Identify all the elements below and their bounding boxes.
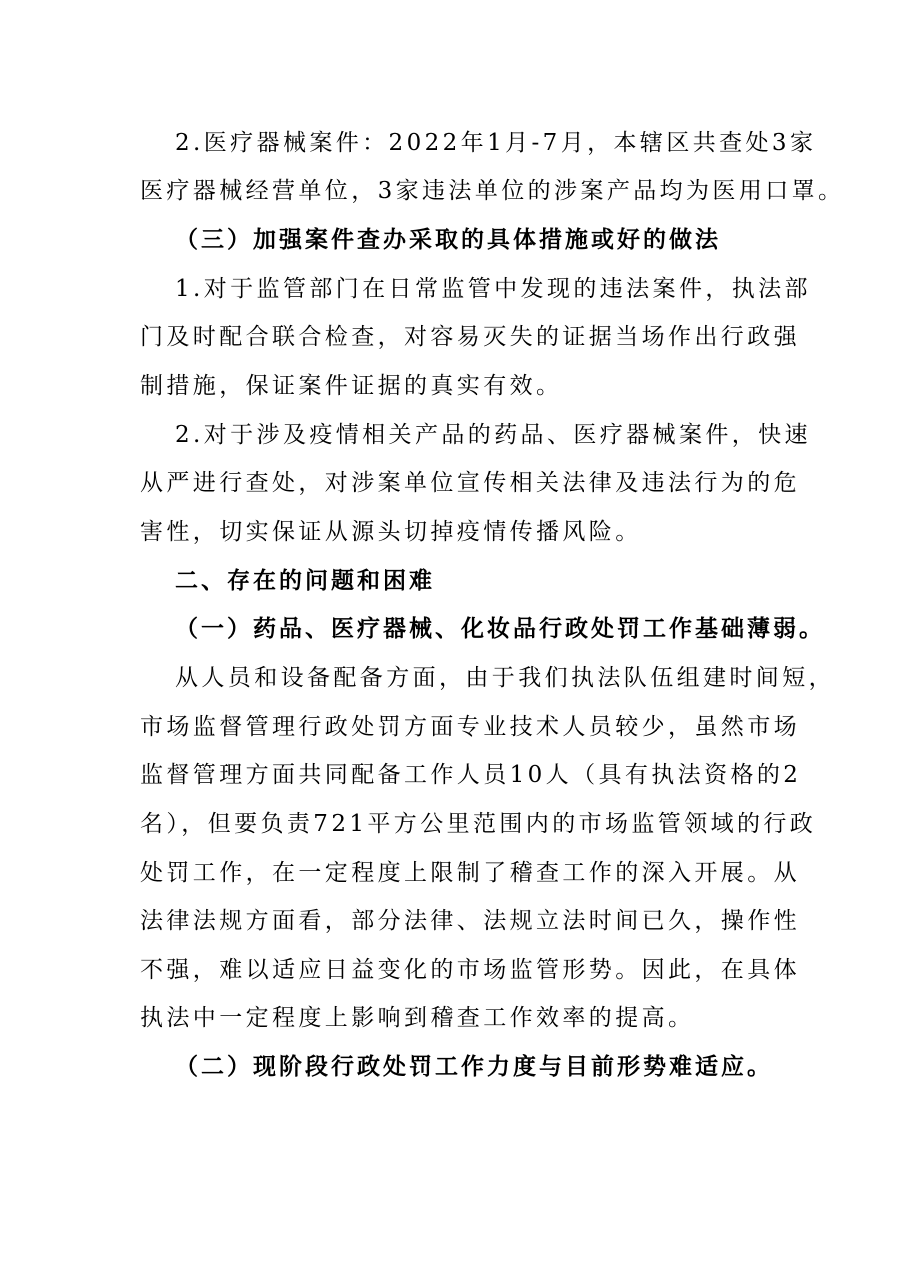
paragraph-line: 医疗器械经营单位，3家违法单位的涉案产品均为医用口罩。: [140, 178, 845, 204]
paragraph-line: 从人员和设备配备方面，由于我们执法队伍组建时间短，: [175, 665, 835, 691]
paragraph-line: 2.医疗器械案件：2022年1月-7月，本辖区共查处3家: [175, 130, 817, 156]
paragraph-line: 处罚工作，在一定程度上限制了稽查工作的深入开展。从: [140, 860, 800, 886]
section-heading: （一）药品、医疗器械、化妆品行政处罚工作基础薄弱。: [175, 615, 825, 642]
paragraph-line: 法律法规方面看，部分法律、法规立法时间已久，操作性: [140, 908, 800, 934]
paragraph-line: 监督管理方面共同配备工作人员10人（具有执法资格的2: [140, 762, 802, 788]
paragraph-line: 市场监督管理行政处罚方面专业技术人员较少，虽然市场: [140, 714, 800, 740]
paragraph-line: 1.对于监管部门在日常监管中发现的违法案件，执法部: [175, 276, 811, 302]
paragraph-line: 从严进行查处，对涉案单位宣传相关法律及违法行为的危: [140, 470, 800, 496]
paragraph-line: 门及时配合联合检查，对容易灭失的证据当场作出行政强: [140, 324, 800, 350]
paragraph-line: 2.对于涉及疫情相关产品的药品、医疗器械案件，快速: [175, 422, 811, 448]
paragraph-line: 不强，难以适应日益变化的市场监管形势。因此，在具体: [140, 957, 800, 983]
paragraph-line: 制措施，保证案件证据的真实有效。: [140, 373, 563, 399]
paragraph-line: 名），但要负责721平方公里范围内的市场监管领域的行政: [140, 811, 817, 837]
section-heading: 二、存在的问题和困难: [175, 567, 435, 594]
paragraph-line: 执法中一定程度上影响到稽查工作效率的提高。: [140, 1005, 695, 1031]
section-heading: （二）现阶段行政处罚工作力度与目前形势难适应。: [175, 1053, 773, 1080]
section-heading: （三）加强案件查办采取的具体措施或好的做法: [175, 226, 721, 253]
paragraph-line: 害性，切实保证从源头切掉疫情传播风险。: [140, 519, 642, 545]
